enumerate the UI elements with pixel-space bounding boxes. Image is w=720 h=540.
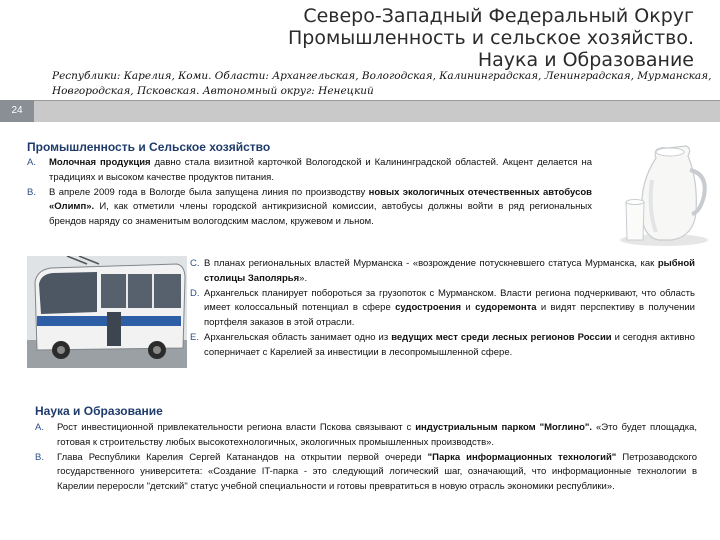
list-item xyxy=(190,257,695,287)
slide-title xyxy=(288,5,694,71)
list-marker: D. xyxy=(190,287,200,299)
section-heading-industry: Промышленность и Сельское хозяйство xyxy=(27,140,271,154)
item-text: и видят перспективу в получении портфеля заказов в этой отрасли. xyxy=(204,302,695,329)
item-text: давно стала визитной карточкой Вологодской и Калининградской областей. Акцент делается на традициях и высоком качестве продуктов питания. xyxy=(49,157,592,183)
list-item xyxy=(190,331,695,361)
item-bold: индустриальным парком "Моглино". xyxy=(415,422,593,433)
list-item xyxy=(27,156,592,186)
item-text: И, как отметили члены городской антикризисной комиссии, автобусы должны войти в ряд региональных брендов наряду со знаменитым вологодским маслом, кружевом и льном. xyxy=(49,201,592,228)
title-line-1: Северо-Западный Федеральный Округ xyxy=(303,5,694,27)
industry-list xyxy=(27,156,592,230)
title-line-3: Наука и Образование xyxy=(477,49,694,71)
item-bold: судоремонта xyxy=(475,302,537,314)
item-text: и xyxy=(461,302,476,314)
item-bold: "Парка информационных технологий" xyxy=(427,451,617,463)
list-item xyxy=(35,451,697,495)
header-band xyxy=(0,100,720,122)
item-text: В апреле 2009 года в Вологде была запущена линия по производству xyxy=(49,186,369,198)
item-bold: судостроения xyxy=(395,302,462,314)
item-bold: ведущих мест среди лесных регионов России xyxy=(391,331,612,343)
list-marker: A. xyxy=(27,157,36,168)
item-text: Рост инвестиционной привлекательности региона власти Пскова связывают с xyxy=(57,422,416,433)
bus-image xyxy=(27,256,187,368)
list-marker: A. xyxy=(35,422,44,433)
regions-subtitle: Республики: Карелия, Коми. Области: Архангельская, Вологодская, Калининградская, Ленинградская, Мурманская, Новгородская, Псковская. Автономный округ: Ненецкий xyxy=(52,70,712,97)
item-text: В планах региональных властей Мурманска - «возрождение потускневшего статуса Мурманска, как xyxy=(204,258,658,269)
item-text: ». xyxy=(299,272,308,284)
item-bold: Молочная продукция xyxy=(49,157,151,168)
science-list xyxy=(35,421,697,495)
list-item xyxy=(35,421,697,451)
list-item xyxy=(190,287,695,331)
list-marker: E. xyxy=(190,331,199,343)
item-text: и сегодня активно соперничает с Карелией за инвестиции в лесопромышленной сфере. xyxy=(204,331,695,358)
item-bold: новых экологичных отечественных автобусов «Олимп». xyxy=(49,186,592,213)
list-marker: C. xyxy=(190,258,200,269)
list-marker: B. xyxy=(27,186,36,198)
item-bold: рыбной столицы Заполярья xyxy=(204,258,695,284)
milk-image xyxy=(612,140,712,248)
slide-number: 24 xyxy=(0,100,34,122)
section-heading-science: Наука и Образование xyxy=(35,404,163,418)
item-text: Архангельск планирует побороться за грузопоток с Мурманском. Власти региона подчеркивают, что область имеет колоссальный потенциал в сфере xyxy=(204,287,695,314)
item-text: «Это будет площадка, готовая к строительству любых высокотехнологичных, экологичных промышленных производств». xyxy=(57,422,697,448)
industry-list-right xyxy=(190,257,695,361)
item-text: Глава Республики Карелия Сергей Катанандов на открытии первой очереди xyxy=(57,451,428,463)
title-line-2: Промышленность и сельское хозяйство. xyxy=(287,27,694,49)
list-item xyxy=(27,186,592,230)
item-text: Петрозаводского государственного университета: «Создание IT-парка - это следующий логический шаг, означающий, что информационные технологии в Карелии переросли "детский" статус учебной специальности и готовы превратиться в новую отрасль экономики республики». xyxy=(57,451,698,493)
item-text: Архангельская область занимает одно из xyxy=(204,331,392,343)
list-marker: B. xyxy=(35,451,44,463)
